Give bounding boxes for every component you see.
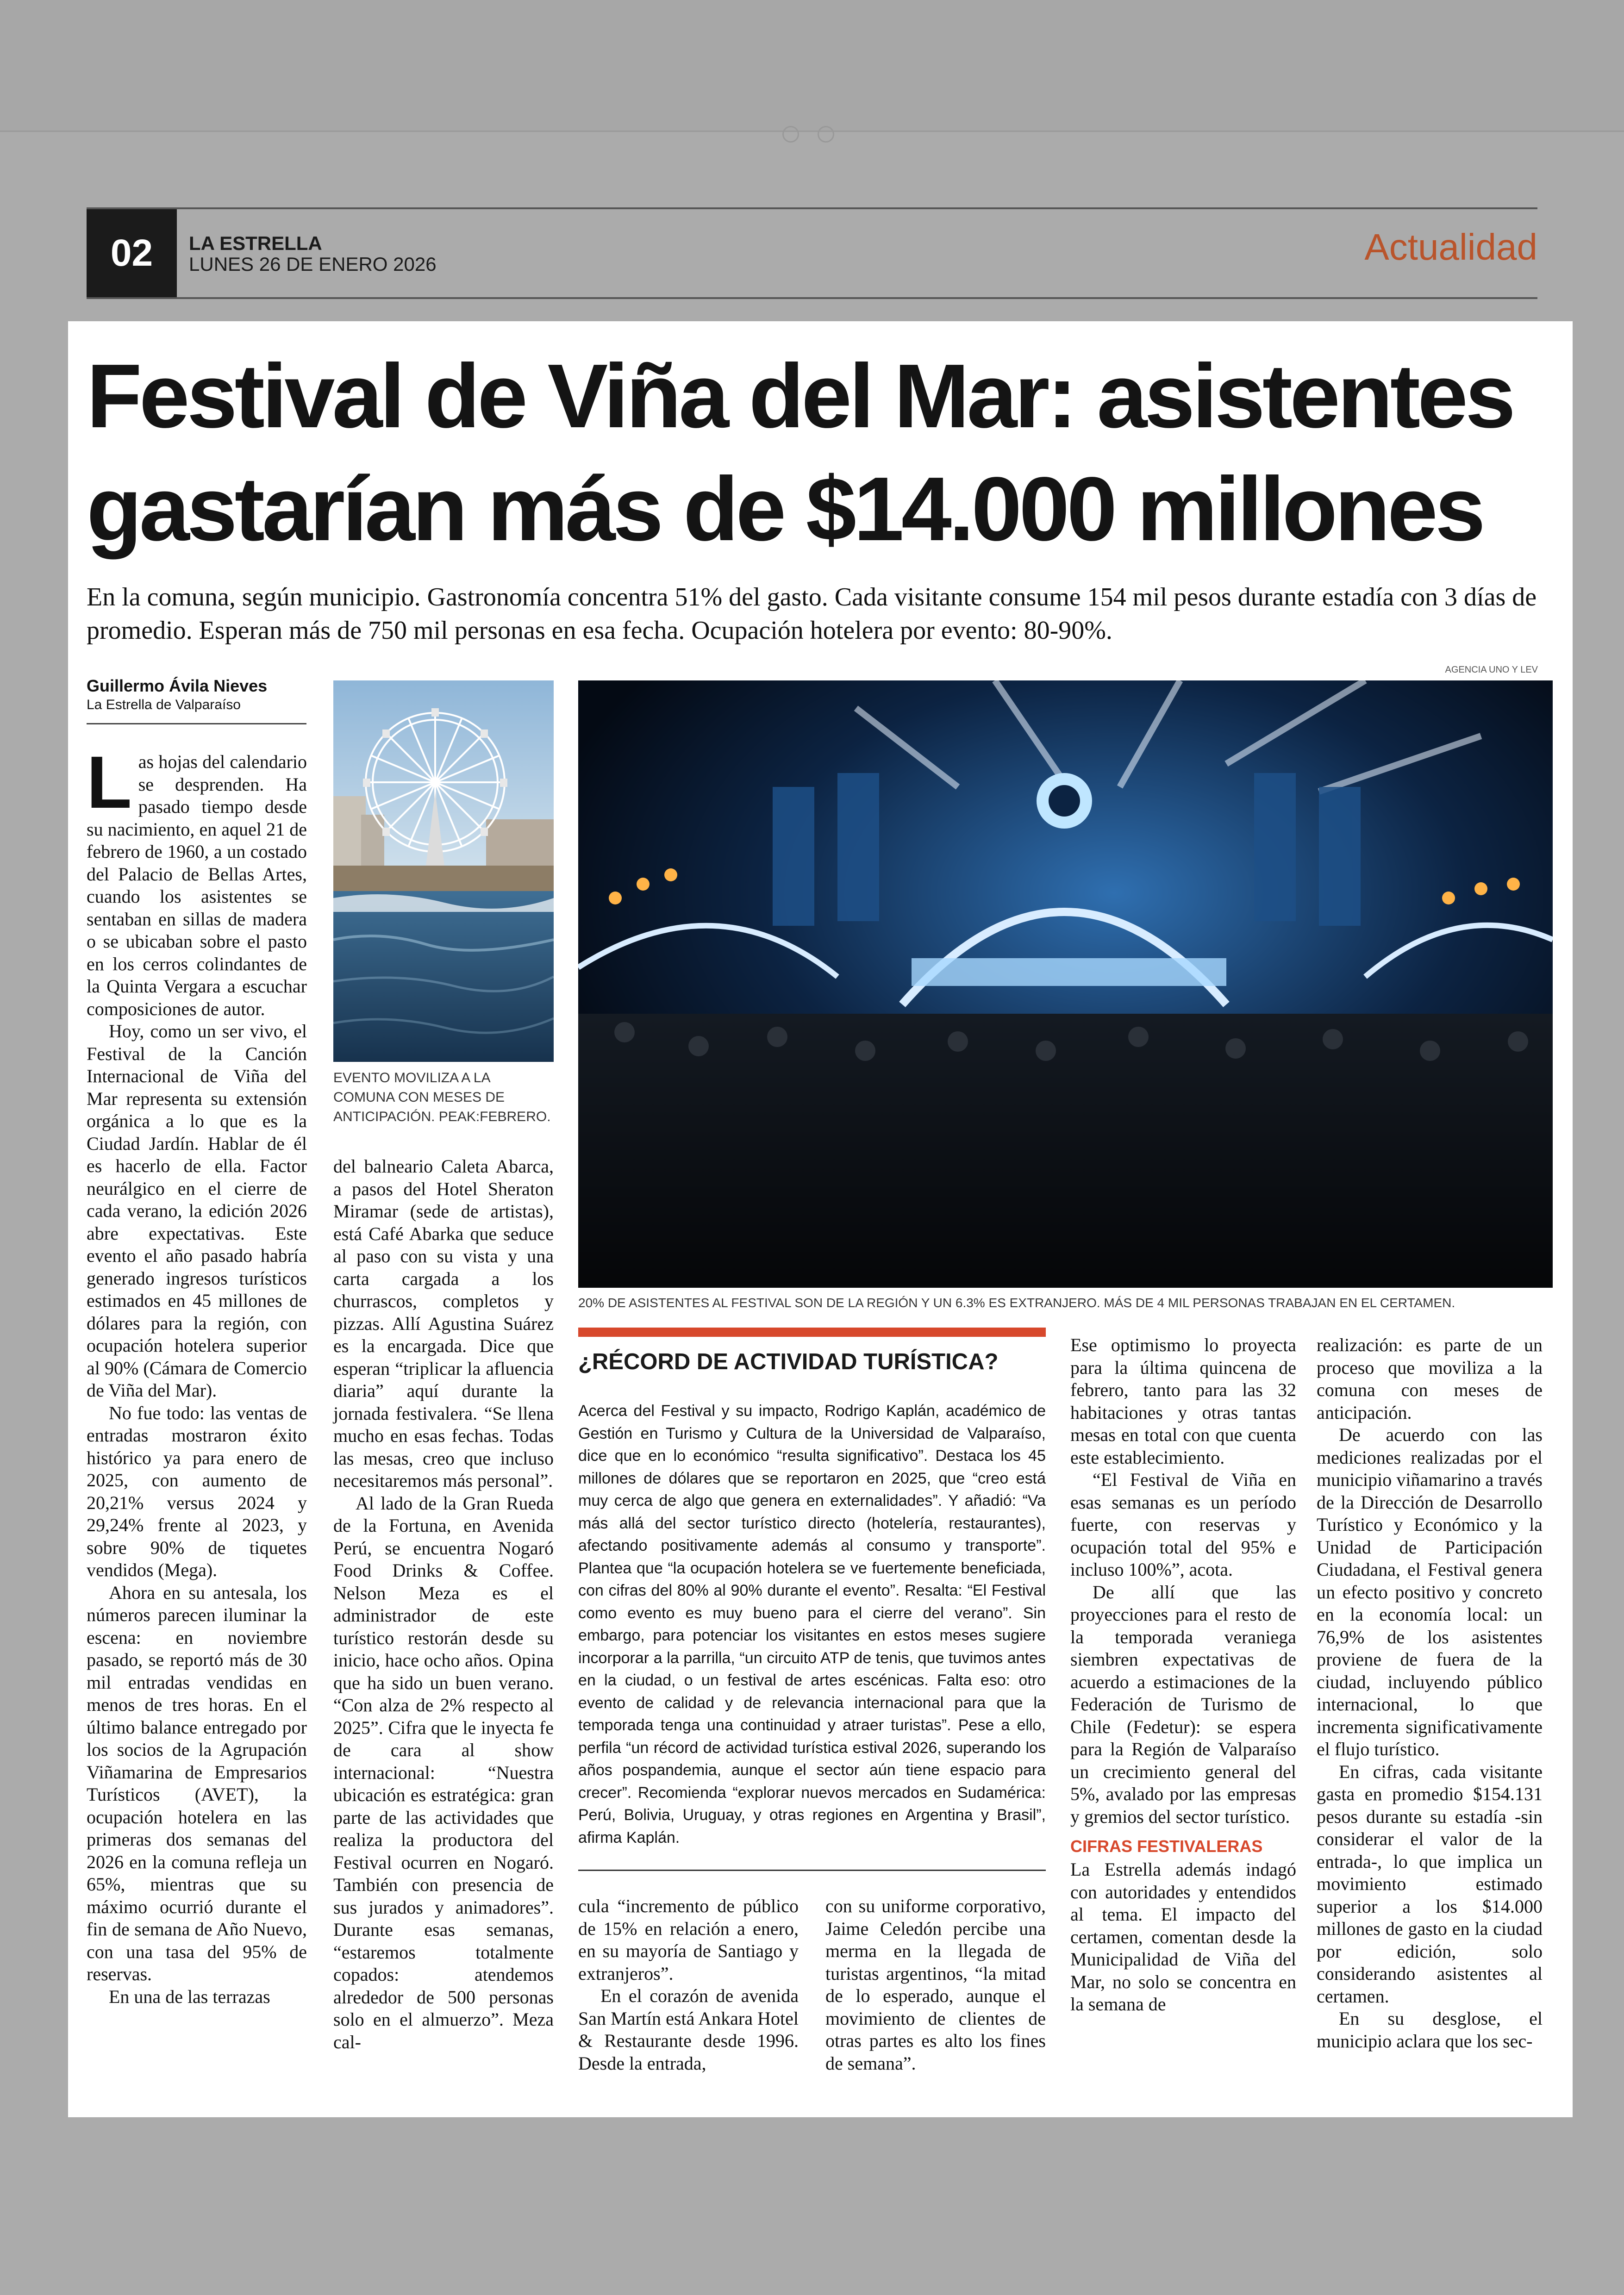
main-photo-caption: 20% DE ASISTENTES AL FESTIVAL SON DE LA REGIÓN Y UN 6.3% ES EXTRANJERO. MÁS DE 4 MIL PERSONAS TRABAJAN EN EL CERTAMEN. [578, 1296, 1455, 1310]
paragraph: realización: es parte de un proceso que moviliza a la comuna con meses de anticipación. [1317, 1335, 1543, 1423]
ferris-wheel-photo [333, 680, 554, 1062]
column-2 [333, 1155, 554, 2053]
column-3 [578, 1895, 799, 2075]
paragraph: cula “incremento de público de 15% en relación a enero, en su mayoría de Santiago y extranjeros”. [578, 1896, 799, 1984]
box-divider [578, 1870, 1046, 1871]
subhead-cifras: CIFRAS FESTIVALERAS [1070, 1837, 1263, 1856]
box-title: ¿RÉCORD DE ACTIVIDAD TURÍSTICA? [578, 1349, 999, 1374]
column-1 [87, 741, 307, 2008]
box-text: Acerca del Festival y su impacto, Rodrigo Kaplán, académico de Gestión en Turismo y Cultura de la Universidad de Valparaíso, dice que en lo económico “resulta significativo”. Destaca los 45 millones de dólares que se reportaron en 2025, que “creo está muy cerca de algo que genera en externalidades”. Y añadió: “Va más allá del sector turístico directo (hotelería, restaurantes), afectando positivamente además al consumo y transporte”. Plantea que “la ocupación hotelera se ve fuertemente beneficiada, con cifras del 80% al 90% durante el evento”. Resalta: “El Festival como evento es muy bueno para el cierre del verano”. Sin embargo, para potenciar los visitantes en estos meses sugiere incorporar a la parrilla, “un circuito ATP de tenis, que tuvimos antes en la ciudad, o un festival de artes escénicas. Falta eso: otro evento de calidad y de relevancia internacional para que la temporada tenga una continuidad y atraer turistas”. Pese a ello, perfila “un récord de actividad turística estival 2026, superando los años pospandemia, aunque el sector aún tiene espacio para crecer”. Recomienda “explorar nuevos mercados en Sudamérica: Perú, Bolivia, Uruguay, y otras regiones en Argentina y Brasil”, afirma Kaplán. [578, 1402, 1046, 1846]
section-name: Actualidad [1364, 226, 1537, 268]
publication-name: LA ESTRELLA [189, 232, 322, 254]
page-number: 02 [87, 209, 177, 297]
paragraph: De allí que las proyecciones para el resto de la temporada veraniega siembren expectativas de acuerdo a estimaciones de la Federación de Turismo de Chile (Fedetur): se espera para la Región de Valparaíso un crecimiento general del 5%, avalado por las empresas y gremios del sector turístico. [1070, 1581, 1296, 1827]
headline: Festival de Viña del Mar: asistentes gastarían más de $14.000 millones [87, 345, 1513, 560]
box-accent-bar [578, 1328, 1046, 1337]
paragraph: Las hojas del calendario se desprenden. Ha pasado tiempo desde su nacimiento, en aquel 21 de febrero de 1960, a un costado del Palacio de Bellas Artes, cuando los asistentes se sentaban en sillas de madera o se ubicaban sobre el pasto en los cerros colindantes de la Quinta Vergara a escuchar composiciones de autor. [87, 741, 307, 1019]
paragraph: “El Festival de Viña en esas semanas es un período fuerte, con reservas y ocupación total del 95% e incluso 100%”, acota. [1070, 1469, 1296, 1580]
paragraph: Al lado de la Gran Rueda de la Fortuna, en Avenida Perú, se encuentra Nogaró Food Drinks & Coffee. Nelson Meza es el administrador de este turístico restorán desde su inicio, hace ocho años. Opina que ha sido un buen verano. “Con alza de 2% respecto al 2025”. Cifra que le inyecta fe de cara al show internacional: “Nuestra ubicación es estratégica: gran parte de las actividades que realiza la productora del Festival ocurren en Nogaró. También con presencia de sus jurados y animadores”. Durante esas semanas, “estaremos totalmente copados: atendemos alrededor de 500 personas solo en el almuerzo”. Meza cal- [333, 1492, 554, 2052]
festival-stage-photo [578, 680, 1553, 1288]
author-org: La Estrella de Valparaíso [87, 697, 241, 712]
paragraph: En el corazón de avenida San Martín está Ankara Hotel & Restaurante desde 1996. Desde la entrada, [578, 1985, 799, 2074]
page-dot-icon[interactable] [818, 126, 834, 143]
column-6 [1317, 1334, 1543, 2052]
dropcap: L [87, 741, 132, 823]
viewer-top-band [0, 0, 1624, 132]
column-5 [1070, 1334, 1296, 2016]
column-4 [825, 1895, 1046, 2075]
paragraph: Hoy, como un ser vivo, el Festival de la Canción Internacional de Viña del Mar representa su extensión orgánica a lo que es la Ciudad Jardín. Hablar de él es hacerlo de ella. Factor neurálgico en el cierre de cada verano, la edición 2026 abre expectativas. Este evento el año pasado habría generado ingresos turísticos estimados en 45 millones de dólares para la región, con ocupación hotelera superior al 90% (Cámara de Comercio de Viña del Mar). [87, 1021, 307, 1401]
page-indicator[interactable] [782, 126, 834, 143]
author-name: Guillermo Ávila Nieves [87, 676, 268, 695]
article-page [68, 321, 1573, 2117]
byline [87, 676, 306, 724]
paragraph: La Estrella además indagó con autoridades y entendidos al tema. El impacto del certamen, comentan desde la Municipalidad de Viña del Mar, no solo se concentra en la semana de [1070, 1859, 1296, 2014]
paragraph: En una de las terrazas [109, 1986, 270, 2007]
paragraph: En su desglose, el municipio aclara que los sec- [1317, 2008, 1543, 2052]
photo-credit: AGENCIA UNO Y LEV [1445, 665, 1538, 675]
page-dot-icon[interactable] [782, 126, 799, 143]
publication-info [189, 233, 437, 275]
paragraph: con su uniforme corporativo, Jaime Celedón percibe una merma en la llegada de turistas argentinos, “la mitad de lo esperado, aunque el movimiento de clientes de otras partes es alto los fines de semana”. [825, 1896, 1046, 2074]
paragraph: No fue todo: las ventas de entradas mostraron éxito histórico ya para enero de 2025, con aumento de 20,21% versus 2024 y 29,24% frente al 2023, y sobre 90% de tiquetes vendidos (Mega). [87, 1402, 307, 1580]
deck: En la comuna, según municipio. Gastronomía concentra 51% del gasto. Cada visitante consume 154 mil pesos durante estadía con 3 días de promedio. Esperan más de 750 mil personas en esa fecha. Ocupación hotelera por evento: 80-90%. [87, 583, 1537, 645]
paragraph: En cifras, cada visitante gasta en promedio $154.131 pesos durante su estadía -sin considerar el valor de la entrada-, lo que implica un movimiento estimado superior a los $14.000 millones de gasto en la ciudad por edición, solo considerando asistentes al certamen. [1317, 1761, 1543, 2007]
paragraph: De acuerdo con las mediciones realizadas por el municipio viñamarino a través de la Dirección de Desarrollo Turístico y Económico y la Unidad de Participación Ciudadana, el Festival genera un efecto positivo y concreto en la economía local: un 76,9% de los asistentes proviene de fuera de la ciudad, incluyendo público internacional, lo que incrementa significativamente el flujo turístico. [1317, 1424, 1543, 1759]
paragraph: Ahora en su antesala, los números parecen iluminar la escena: en noviembre pasado, se reportó más de 30 mil entradas vendidas en menos de tres horas. En el último balance entregado por los socios de la Agrupación Viñamarina de Empresarios Turísticos (AVET), la ocupación hotelera en las primeras dos semanas del 2026 en la comuna refleja un 65%, mientras que su máximo ocurrió durante el fin de semana de Año Nuevo, con una tasa del 95% de reservas. [87, 1582, 307, 1984]
publication-date: LUNES 26 DE ENERO 2026 [189, 253, 437, 275]
paragraph: Ese optimismo lo proyecta para la última quincena de febrero, tanto para las 32 habitaciones y otras tantas mesas en total con que cuenta este establecimiento. [1070, 1335, 1296, 1468]
paragraph: del balneario Caleta Abarca, a pasos del Hotel Sheraton Miramar (sede de artistas), está Café Abarka que seduce al paso con su vista y una carta cargada a los churrascos, completos y pizzas. Allí Agustina Suárez es la encargada. Dice que esperan “triplicar la afluencia diaria” aquí durante la jornada festivalera. “Se llena mucho en esas fechas. Todas las mesas, creo que incluso necesitaremos más personal”. [333, 1156, 554, 1491]
small-photo-caption: EVENTO MOVILIZA A LA COMUNA CON MESES DE ANTICIPACIÓN. PEAK:FEBRERO. [333, 1070, 551, 1124]
